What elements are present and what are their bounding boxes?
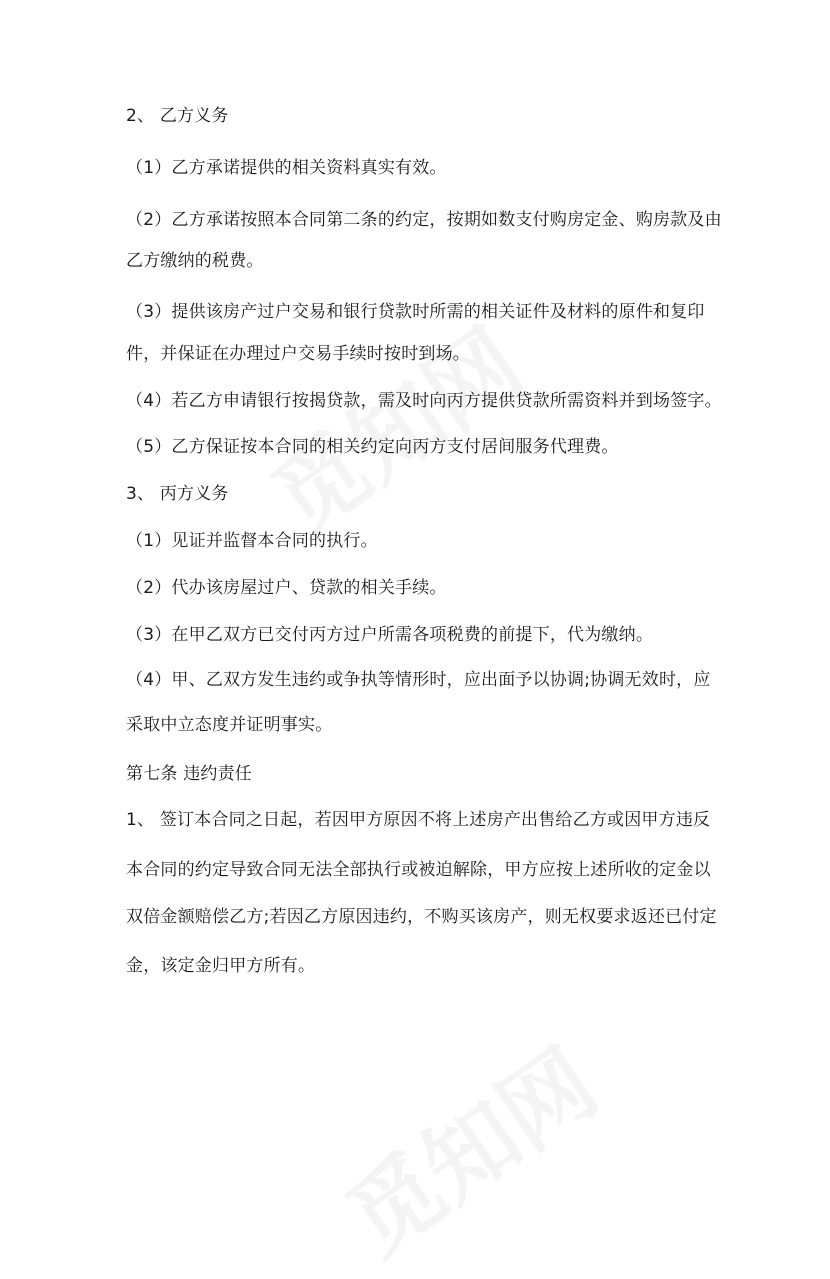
watermark [242,293,544,559]
paragraph-line: （4）甲、乙双方发生违约或争执等情形时，应出面予以协调;协调无效时，应 [126,670,711,690]
article-heading: 第七条 违约责任 [126,764,253,784]
paragraph-line: 件，并保证在办理过户交易手续时按时到场。 [126,344,470,364]
paragraph-line: 双倍金额赔偿乙方;若因乙方原因违约，不购买该房产，则无权要求返还已付定 [126,907,717,927]
section-heading-party-c-obligations: 3、 丙方义务 [126,484,229,504]
paragraph-line: （5）乙方保证按本合同的相关约定向丙方支付居间服务代理费。 [126,437,619,457]
paragraph-line: 采取中立态度并证明事实。 [126,715,333,735]
paragraph-line: （3）提供该房产过户交易和银行贷款时所需的相关证件及材料的原件和复印 [126,302,705,322]
paragraph-line: 1、 签订本合同之日起，若因甲方原因不将上述房产出售给乙方或因甲方违反 [126,810,711,830]
paragraph-line: （1）乙方承诺提供的相关资料真实有效。 [126,158,447,178]
paragraph-line: （2）乙方承诺按照本合同第二条的约定，按期如数支付购房定金、购房款及由 [126,210,722,230]
paragraph-line: （3）在甲乙双方已交付丙方过户所需各项税费的前提下，代为缴纳。 [126,625,654,645]
paragraph-line: （4）若乙方申请银行按揭贷款，需及时向丙方提供贷款所需资料并到场签字。 [126,391,722,411]
paragraph-line: （2）代办该房屋过户、贷款的相关手续。 [126,578,447,598]
paragraph-line: 本合同的约定导致合同无法全部执行或被迫解除，甲方应按上述所收的定金以 [126,860,711,880]
paragraph-line: （1）见证并监督本合同的执行。 [126,531,378,551]
paragraph-line: 乙方缴纳的税费。 [126,251,264,271]
paragraph-line: 金，该定金归甲方所有。 [126,956,316,976]
watermark [317,1013,619,1279]
section-heading-party-b-obligations: 2、 乙方义务 [126,106,229,126]
